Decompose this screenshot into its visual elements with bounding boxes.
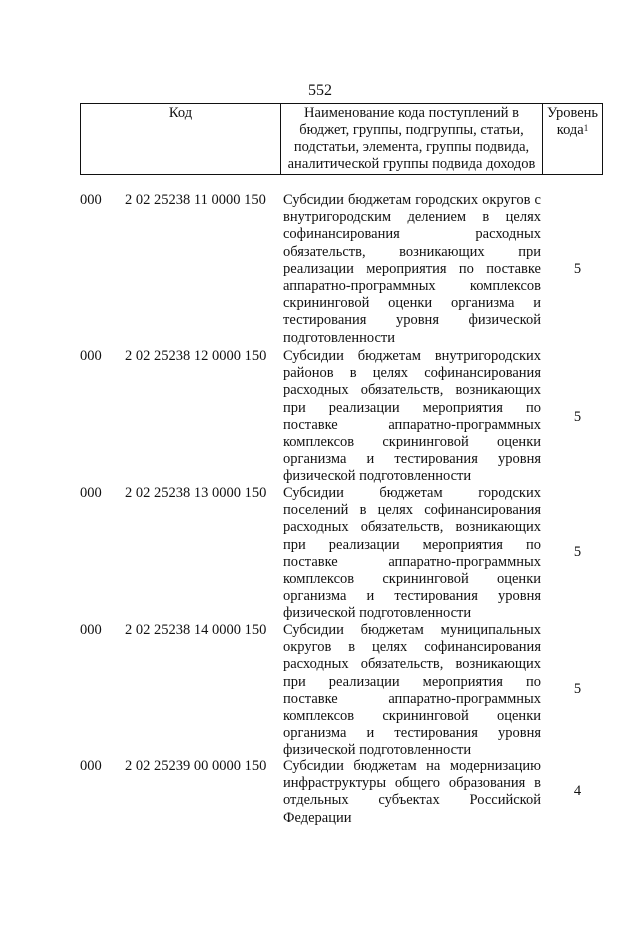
header-name-line: бюджет, группы, подгруппы, статьи, xyxy=(299,122,524,138)
row-code: 2 02 25239 00 0000 150 xyxy=(125,758,267,774)
row-description: Субсидии бюджетам на модернизацию инфраструктуры общего образования в отдельных субъектах Российской Федерации xyxy=(283,758,541,826)
header-name xyxy=(281,104,543,174)
row-code: 2 02 25238 12 0000 150 xyxy=(125,348,267,364)
row-description: Субсидии бюджетам внутригородских районов в целях софинансирования расходных обязательств, возникающих при реализации мероприятия по поставке аппаратно-программных комплексов скрининговой оценки организма и тестирования уровня физической подготовленности xyxy=(283,348,541,485)
row-code: 2 02 25238 13 0000 150 xyxy=(125,485,267,501)
row-description: Субсидии бюджетам муниципальных округов в целях софинансирования расходных обязательств, возникающих при реализации мероприятия по поставке аппаратно-программных комплексов скрининговой оценки организма и тестирования уровня физической подготовленности xyxy=(283,622,541,759)
row-code: 2 02 25238 14 0000 150 xyxy=(125,622,267,638)
row-admin-code: 000 xyxy=(80,622,102,638)
row-level: 5 xyxy=(573,409,582,425)
header-name-line: подстатьи, элемента, группы подвида, xyxy=(293,139,530,155)
row-admin-code: 000 xyxy=(80,485,102,501)
header-level-line1: Уровень xyxy=(546,105,599,121)
row-level: 5 xyxy=(573,261,582,277)
row-level: 4 xyxy=(573,783,582,799)
page-number: 552 xyxy=(308,82,332,99)
row-admin-code: 000 xyxy=(80,348,102,364)
header-name-line: Наименование кода поступлений в xyxy=(304,105,519,121)
header-name-line: аналитической группы подвида доходов xyxy=(287,156,536,172)
row-code: 2 02 25238 11 0000 150 xyxy=(125,192,266,208)
row-admin-code: 000 xyxy=(80,192,102,208)
footnote-marker: 1 xyxy=(583,123,589,133)
row-level: 5 xyxy=(573,681,582,697)
row-admin-code: 000 xyxy=(80,758,102,774)
header-code: Код xyxy=(81,104,281,174)
row-description: Субсидии бюджетам городских поселений в целях софинансирования расходных обязательств, возникающих при реализации мероприятия по поставке аппаратно-программных комплексов скрининговой оценки организма и тестирования уровня физической подготовленности xyxy=(283,485,541,622)
header-level-text: кода xyxy=(556,122,584,138)
row-description: Субсидии бюджетам городских округов с внутригородским делением в целях софинансирования расходных обязательств, возникающих при реализации мероприятия по поставке аппаратно-программных комплексов скрининговой оценки организма и тестирования уровня физической подготовленности xyxy=(283,192,541,346)
table-header xyxy=(80,103,603,175)
header-level xyxy=(543,104,602,174)
row-level: 5 xyxy=(573,544,582,560)
header-level-line2 xyxy=(543,122,602,139)
